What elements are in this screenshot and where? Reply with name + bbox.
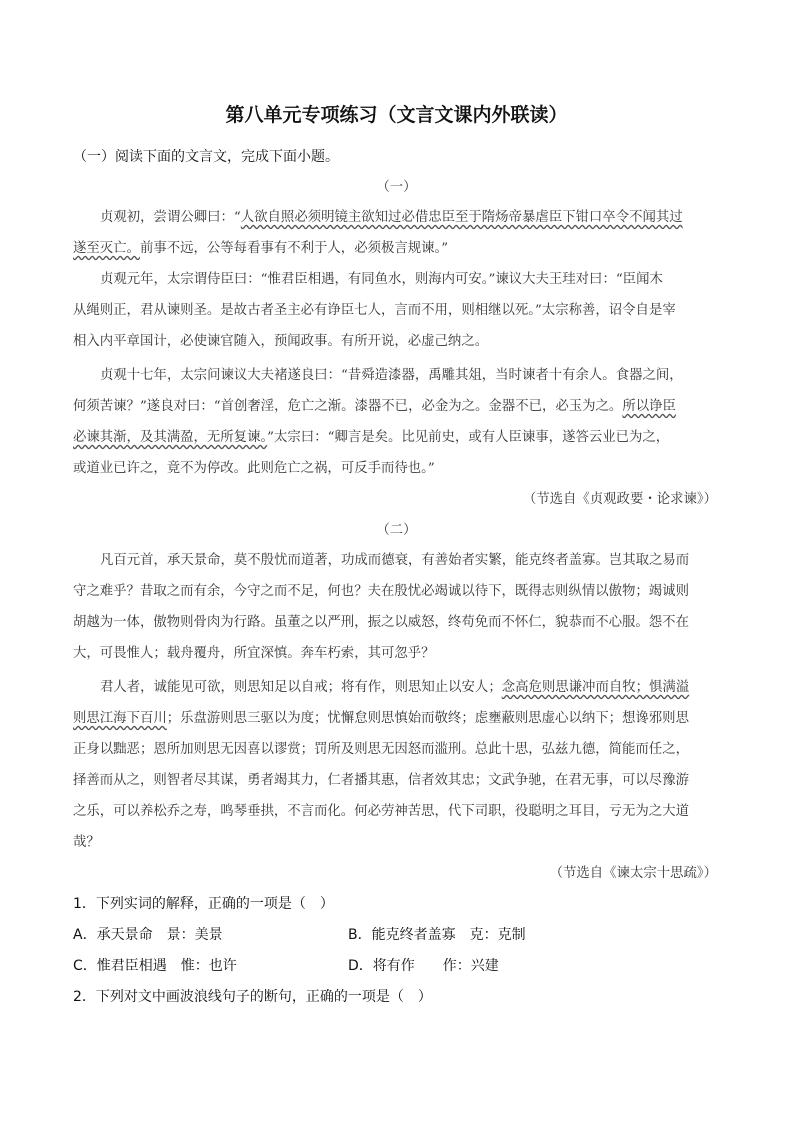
wavy-underlined-text: 必谏其渐，及其满盈，无所复谏。 <box>73 430 268 445</box>
wavy-underlined-text: 所以诤臣 <box>622 399 676 414</box>
wavy-underlined-text: 则思江海下百川 <box>73 711 167 726</box>
passage-1-heading: （一） <box>376 180 417 195</box>
passage-2-para-1-line-1: 凡百元首，承天景命，莫不殷忧而道著，功成而德衰，有善始者实繁，能克终者盖寡。岂其取之易而 <box>100 553 690 568</box>
text-span: ；乐盘游则思三驱以为度；忧懈怠则思慎始而敬终；虑壅蔽则思虚心以纳下；想谗邪则思 <box>166 711 689 726</box>
passage-1-para-1-line-1 <box>100 206 683 225</box>
passage-1-para-2-line-3: 相入内平章国计，必使谏官随入，预闻政事。有所开说，必虚己纳之。 <box>73 334 489 349</box>
passage-1-para-3-line-3 <box>73 426 669 445</box>
passage-2-para-1-line-4: 大，可畏惟人；载舟覆舟，所宜深慎。奔车朽索，其可忽乎？ <box>73 646 435 661</box>
passage-1-para-1-line-2 <box>73 237 448 256</box>
passage-1-para-2-line-1: 贞观元年，太宗谓侍臣曰：“惟君臣相遇，有同鱼水，则海内可安。”谏议大夫王珪对曰：“臣闻木 <box>100 272 663 287</box>
question-1-option-c[interactable]: C．惟君臣相遇 惟：也许 <box>73 958 237 974</box>
text-span: 何须苦谏？”遂良对曰：“首创奢淫，危亡之渐。漆器不已，必金为之。金器不已，必玉为之。 <box>73 399 623 414</box>
text-span: 君人者，诚能见可欲，则思知足以自戒；将有作，则思知止以安人； <box>100 680 502 695</box>
section-intro: （一）阅读下面的文言文，完成下面小题。 <box>73 149 339 165</box>
passage-2-para-2-line-6: 哉？ <box>73 835 100 850</box>
text-span: 前事不远，公等每看事有不利于人，必须极言规谏。” <box>139 241 449 256</box>
wavy-underlined-text: 念高危则思谦冲而自牧；惧满溢 <box>501 680 690 695</box>
passage-1-para-2-line-2: 从绳则正，君从谏则圣。是故古者圣主必有诤臣七人，言而不用，则相继以死。”太宗称善，诏令自是宰 <box>73 303 676 318</box>
text-span: ”太宗曰：“卿言是矣。比见前史，或有人臣谏事，遂答云业已为之， <box>267 430 670 445</box>
passage-2-para-2-line-3: 正身以黜恶；恩所加则思无因喜以谬赏；罚所及则思无因怒而滥刑。总此十思，弘兹九德，简能而任之， <box>73 742 689 757</box>
question-2: 2．下列对文中画波浪线句子的断句，正确的一项是（ ） <box>73 989 432 1005</box>
question-1-option-a[interactable]: A．承天景命 景：美景 <box>73 927 223 943</box>
wavy-underlined-text: 遂至灭亡。 <box>73 241 140 256</box>
passage-2-heading: （二） <box>376 523 417 538</box>
wavy-underlined-text: 人欲自照必须明镜主欲知过必借忠臣至于隋炀帝暴虐臣下钳口卒令不闻其过 <box>240 210 683 225</box>
question-1-option-d[interactable]: D．将有作 作：兴建 <box>348 958 499 974</box>
passage-2-para-1-line-3: 胡越为一体，傲物则骨肉为行路。虽董之以严刑，振之以威怒，终苟免而不怀仁，貌恭而不心服。怨不在 <box>73 615 689 630</box>
passage-2-para-2-line-2 <box>73 707 689 726</box>
passage-2-para-2-line-1 <box>100 676 689 695</box>
question-1: 1．下列实词的解释，正确的一项是（ ） <box>73 896 334 912</box>
passage-1-para-3-line-1: 贞观十七年，太宗问谏议大夫褚遂良曰：“昔舜造漆器，禹雕其俎，当时谏者十有余人。食器之间， <box>100 368 683 383</box>
passage-2-source: （节选自《谏太宗十思疏》） <box>549 866 717 881</box>
question-1-option-b[interactable]: B．能克终者盖寡 克：克制 <box>348 927 526 943</box>
passage-2-para-1-line-2: 守之难乎？昔取之而有余，今守之而不足，何也？夫在殷忧必竭诚以待下，既得志则纵情以傲物；竭诚则 <box>73 584 689 599</box>
passage-1-source: （节选自《贞观政要・论求谏》） <box>522 492 717 507</box>
text-span: 贞观初，尝谓公卿曰：“ <box>100 210 241 225</box>
page-title: 第八单元专项练习（文言文课内外联读） <box>225 104 568 126</box>
passage-2-para-2-line-4: 择善而从之，则智者尽其谋，勇者竭其力，仁者播其惠，信者效其忠；文武争驰，在君无事，可以尽豫游 <box>73 773 689 788</box>
passage-2-para-2-line-5: 之乐，可以养松乔之寿，鸣琴垂拱，不言而化。何必劳神苦思，代下司职，役聪明之耳目，亏无为之大道 <box>73 804 689 819</box>
passage-1-para-3-line-4: 或道业已许之，竟不为停改。此则危亡之祸，可反手而待也。” <box>73 461 435 476</box>
passage-1-para-3-line-2 <box>73 395 676 414</box>
